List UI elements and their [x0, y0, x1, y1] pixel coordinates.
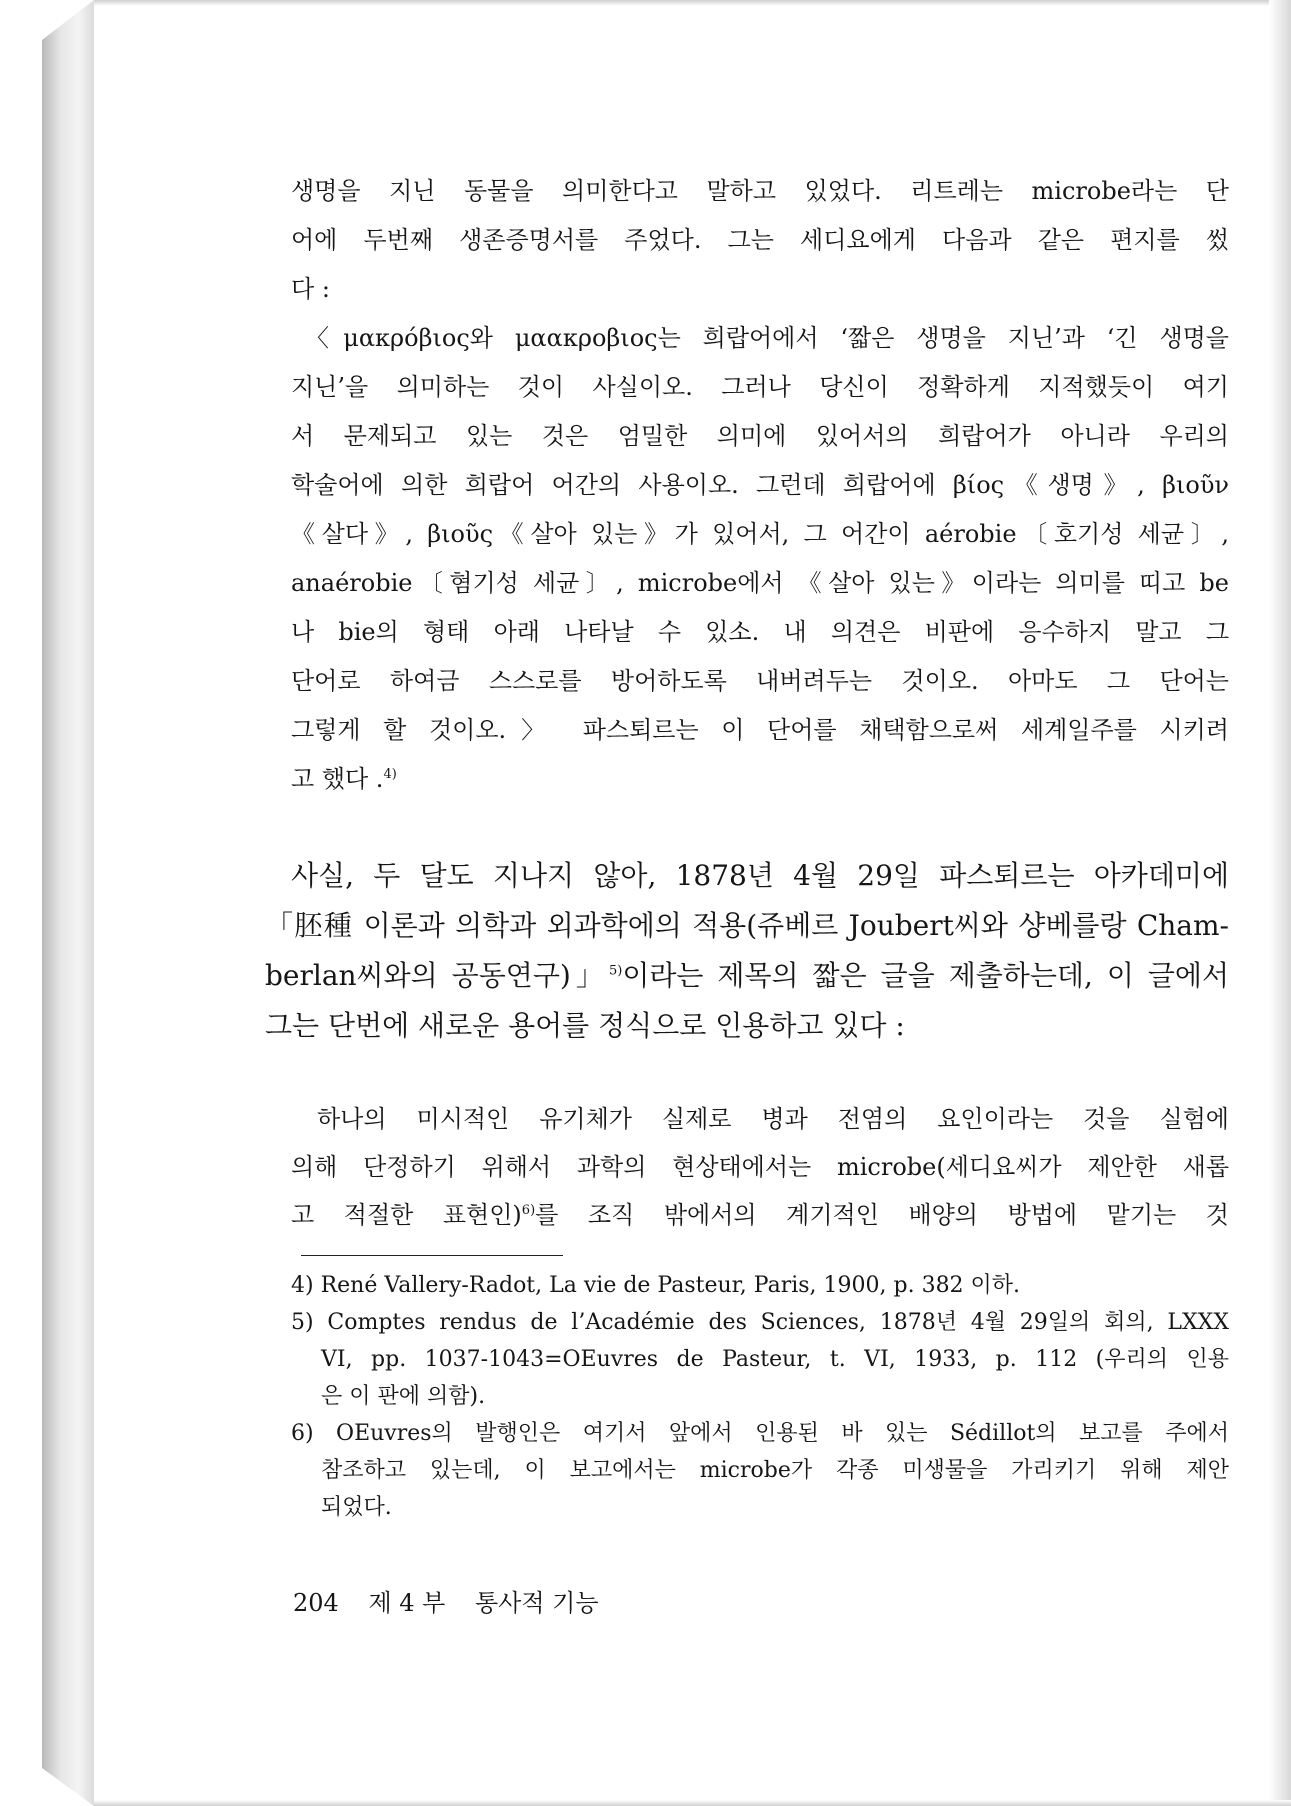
text-line [265, 951, 1229, 1001]
line-text: 고 했다 . [291, 765, 384, 793]
body-paragraph [265, 851, 1229, 1051]
text-line [291, 755, 1229, 804]
footnote-divider [301, 1255, 563, 1256]
footnotes [291, 1267, 1229, 1526]
text-line: 학술어에 의한 희랍어 어간의 사용이오. 그런데 희랍어에 βίος《생명》, βιοῦν [291, 471, 1229, 499]
footnote-ref: 6) [521, 1203, 536, 1218]
book-edge [42, 0, 94, 1806]
footnote-6-line: 되었다. [321, 1495, 392, 1520]
text-line: 어에 두번째 생존증명서를 주었다. 그는 세디요에게 다음과 같은 편지를 썼 [291, 226, 1229, 254]
text-line: anaérobie〔혐기성 세균〕, microbe에서 《살아 있는》이라는 의미를 띠고 be [291, 569, 1229, 597]
page-footer [293, 1583, 621, 1618]
text-line: 〈μακρόβιος와 μαακροβιος는 희랍어에서 ‘짧은 생명을 지닌’과 ‘긴 생명을 [305, 324, 1229, 352]
book-page [94, 0, 1269, 1806]
footnote-5-line: VI, pp. 1037-1043=OEuvres de Pasteur, t. VI, 1933, p. 112 (우리의 인용 [321, 1347, 1229, 1372]
text-line: 생명을 지닌 동물을 의미한다고 말하고 있었다. 리트레는 microbe라는 단 [291, 177, 1229, 205]
text-line: 그렇게 할 것이오.〉 파스퇴르는 이 단어를 채택함으로써 세계일주를 시키려 [291, 716, 1229, 744]
text-line: 하나의 미시적인 유기체가 실제로 병과 전염의 요인이라는 것을 실험에 [317, 1105, 1229, 1133]
page-number: 204 [293, 1589, 339, 1617]
quote-block-2 [291, 1095, 1229, 1239]
text-line: 서 문제되고 있는 것은 엄밀한 의미에 있어서의 희랍어가 아니라 우리의 [291, 422, 1229, 450]
quote-block-1 [291, 167, 1229, 804]
text-line: 그는 단번에 새로운 용어를 정식으로 인용하고 있다 : [265, 1009, 905, 1042]
line-text: berlan씨와의 공동연구)」 [265, 959, 609, 992]
text-line: 의해 단정하기 위해서 과학의 현상태에서는 microbe(세디요씨가 제안한 새롭 [291, 1153, 1229, 1181]
text-line: 나 bie의 형태 아래 나타날 수 있소. 내 의견은 비판에 응수하지 말고 그 [291, 618, 1229, 646]
text-line [291, 1191, 1229, 1239]
footnote-4: 4) René Vallery-Radot, La vie de Pasteur, Paris, 1900, p. 382 이하. [291, 1273, 1021, 1298]
text-line: 지닌’을 의미하는 것이 사실이오. 그러나 당신이 정확하게 지적했듯이 여기 [291, 373, 1229, 401]
footnote-6-line: 참조하고 있는데, 이 보고에서는 microbe가 각종 미생물을 가리키기 위해 제안 [321, 1458, 1229, 1483]
part-title: 통사적 기능 [475, 1589, 599, 1617]
footnote-5: 5) Comptes rendus de l’Académie des Sciences, 1878년 4월 29일의 회의, LXXX [291, 1310, 1229, 1335]
text-line: 《살다》, βιοῦς《살아 있는》가 있어서, 그 어간이 aérobie〔호기성 세균〕, [291, 520, 1229, 548]
text-line: 단어로 하여금 스스로를 방어하도록 내버려두는 것이오. 아마도 그 단어는 [291, 667, 1229, 695]
text-line: 다 : [291, 275, 330, 303]
line-text: 이라는 제목의 짧은 글을 제출하는데, 이 글에서 [622, 959, 1229, 992]
footnote-6: 6) OEuvres의 발행인은 여기서 앞에서 인용된 바 있는 Sédillot의 보고를 주에서 [291, 1421, 1229, 1446]
page-right-shadow [1269, 0, 1291, 1806]
text-line: 사실, 두 달도 지나지 않아, 1878년 4월 29일 파스퇴르는 아카데미에 [291, 859, 1229, 892]
part-label: 제 4 부 [368, 1589, 446, 1617]
footnote-ref: 5) [608, 963, 623, 979]
line-text: 를 조직 밖에서의 계기적인 배양의 방법에 맡기는 것 [535, 1201, 1229, 1229]
line-text: 고 적절한 표현인) [291, 1201, 522, 1229]
footnote-5-line: 은 이 판에 의함). [321, 1384, 486, 1409]
footnote-ref: 4) [383, 767, 397, 782]
text-line: 「胚種 이론과 의학과 외과학에의 적용(쥬베르 Joubert씨와 샹베를랑 Cham- [265, 909, 1229, 942]
